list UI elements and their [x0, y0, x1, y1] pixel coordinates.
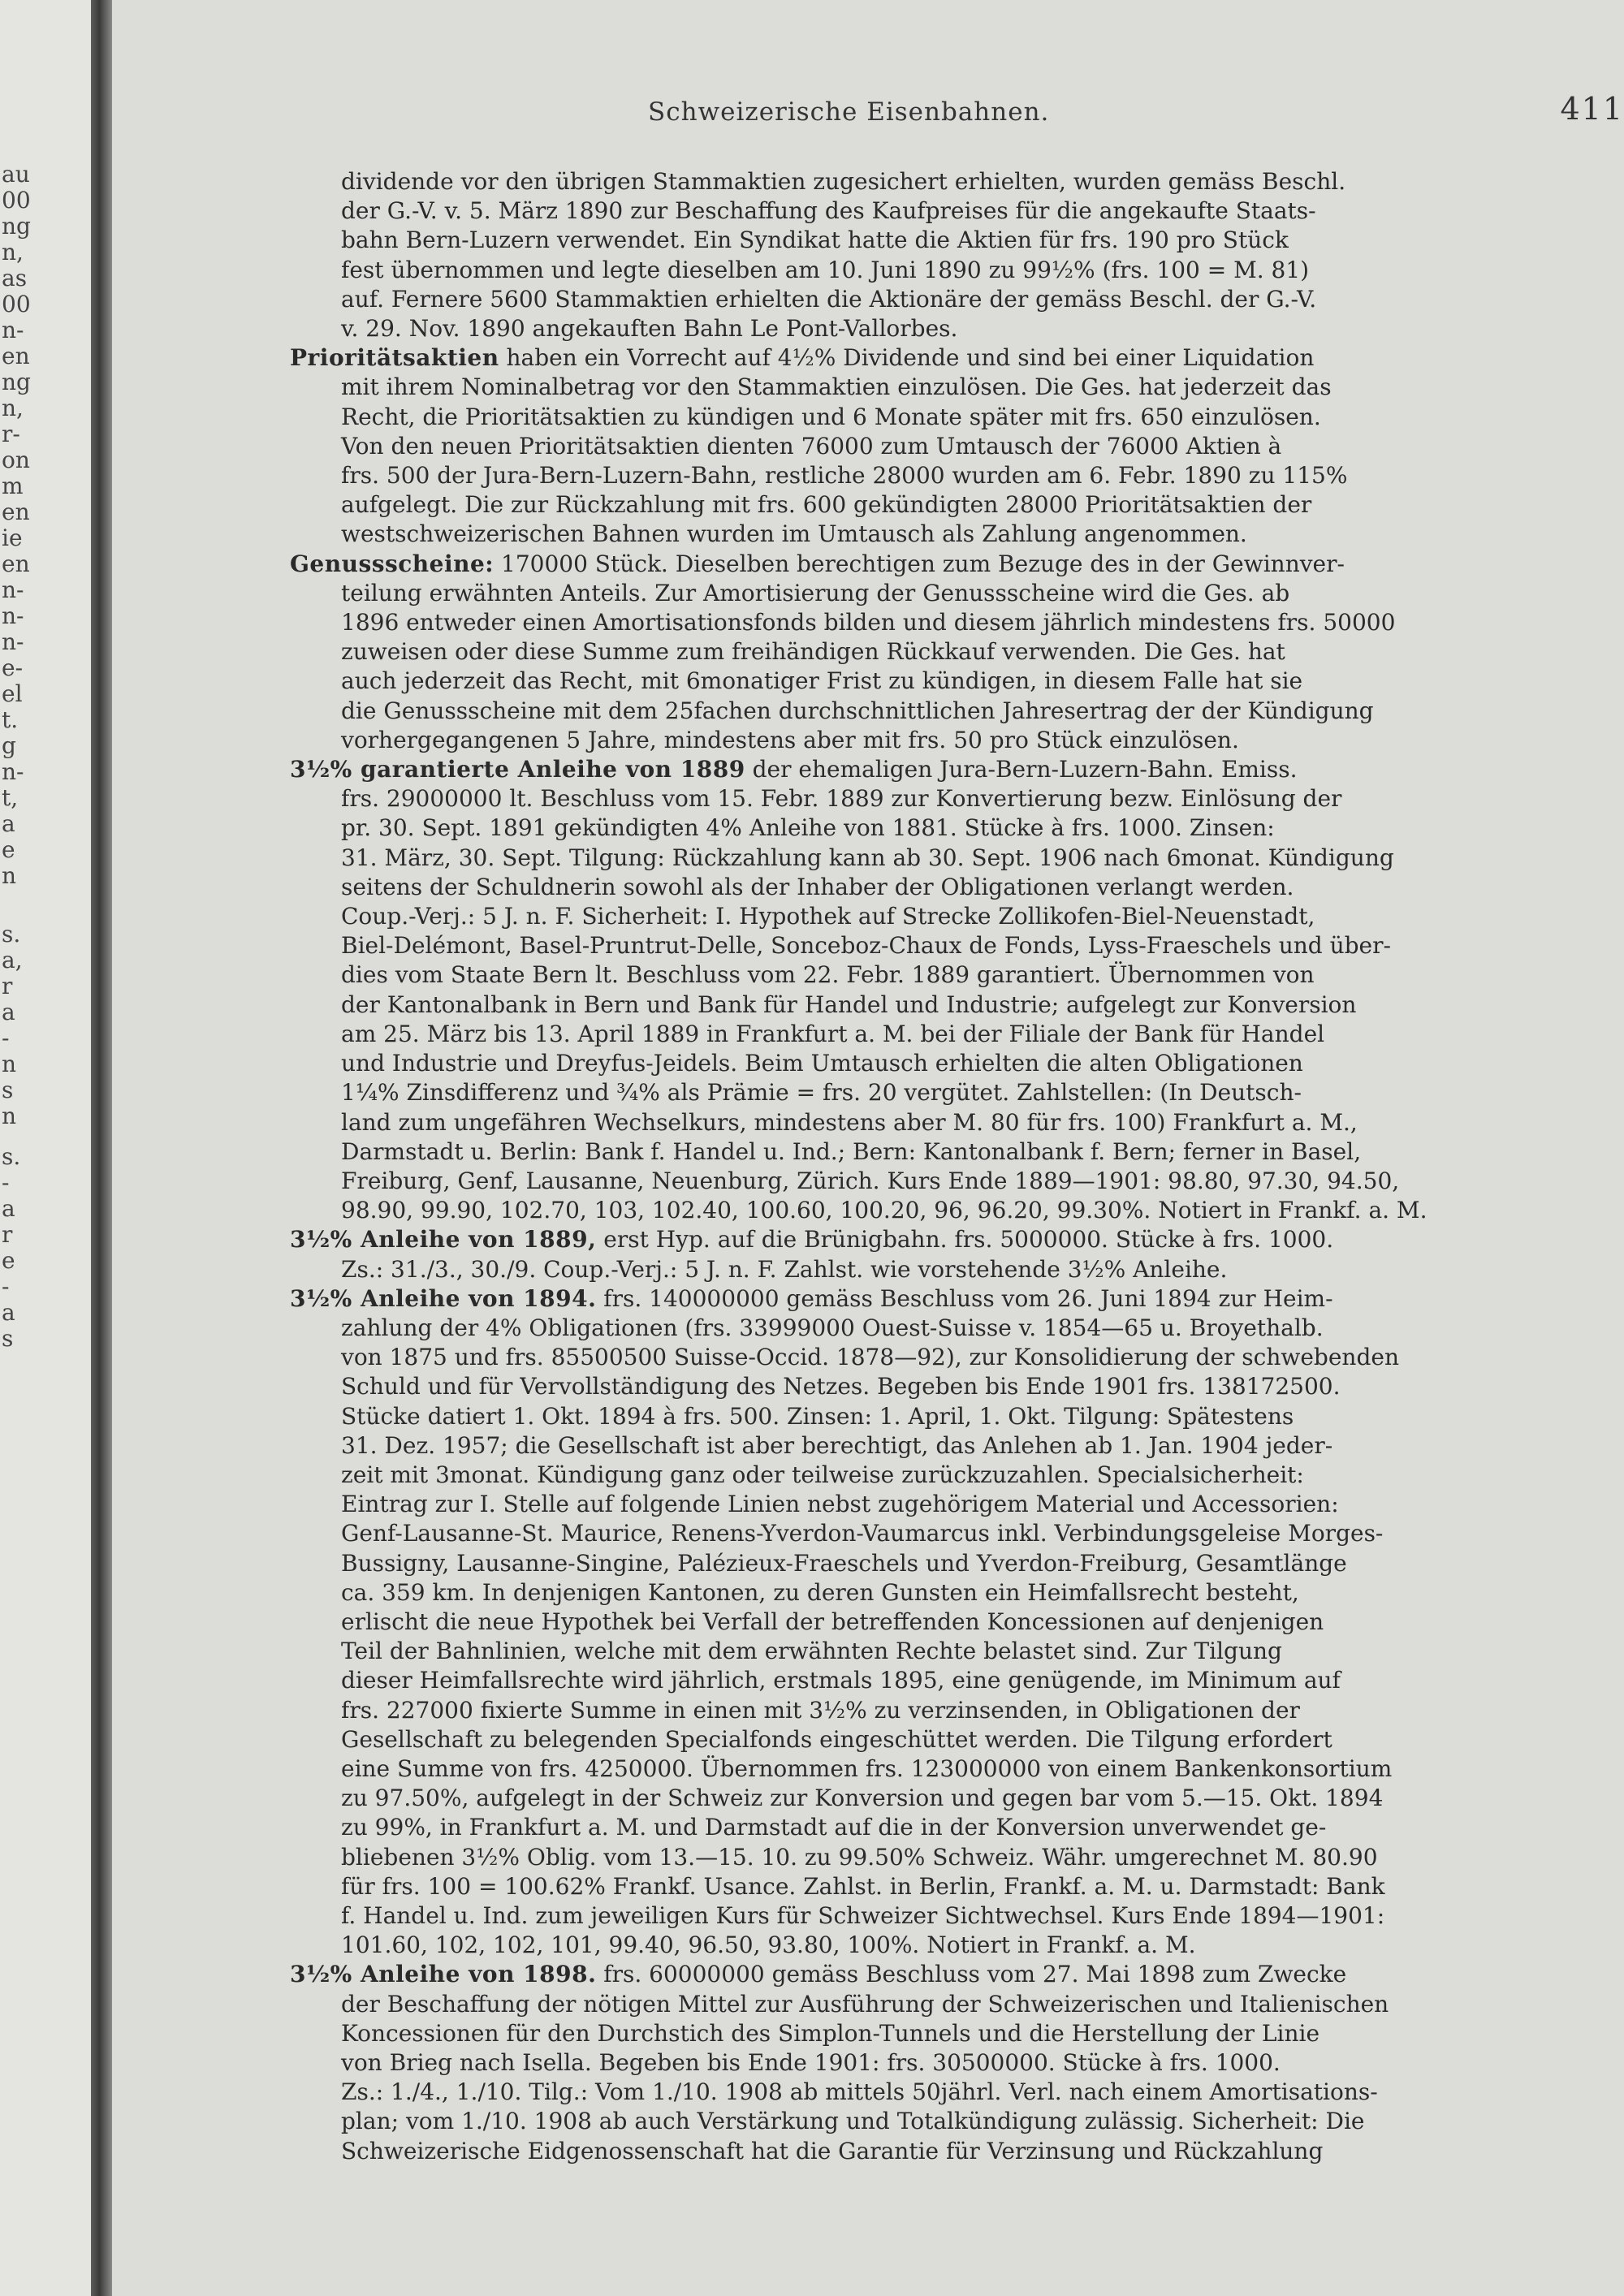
text-line: zuweisen oder diese Summe zum freihändigen Rückkauf verwenden. Die Ges. hat: [341, 638, 1285, 666]
left-page-fragment: ng: [2, 213, 31, 240]
running-head: Schweizerische Eisenbahnen.: [648, 97, 1050, 127]
text-line: bliebenen 3½% Oblig. vom 13.—15. 10. zu 99.50% Schweiz. Währ. umgerechnet M. 80.90: [341, 1843, 1378, 1871]
left-page-fragment: s.: [2, 921, 21, 947]
text-line: von 1875 und frs. 85500500 Suisse-Occid. 1878—92), zur Konsolidierung der schwebenden: [341, 1344, 1399, 1371]
entry-heading: 3½% Anleihe von 1889,: [290, 1226, 597, 1254]
text-line: [237, 1225, 1624, 1254]
paragraph-p7: [237, 1960, 1624, 2165]
text-line: teilung erwähnten Anteils. Zur Amortisierung der Genussscheine wird die Ges. ab: [341, 579, 1290, 606]
left-page-fragment: n-: [2, 317, 24, 343]
text-line: Genf-Lausanne-St. Maurice, Renens-Yverdon-Vaumarcus inkl. Verbindungsgeleise Morges-: [341, 1520, 1384, 1547]
line-text: der ehemaligen Jura-Bern-Luzern-Bahn. Emiss.: [745, 756, 1298, 783]
text-line: Biel-Delémont, Basel-Pruntrut-Delle, Sonceboz-Chaux de Fonds, Lyss-Fraeschels und über-: [341, 932, 1391, 960]
text-line: Von den neuen Prioritätsaktien dienten 76000 zum Umtausch der 76000 Aktien à: [341, 432, 1282, 460]
left-page-fragment: en: [2, 550, 30, 577]
text-line: fest übernommen und legte dieselben am 10. Juni 1890 zu 99½% (frs. 100 = M. 81): [341, 256, 1310, 283]
entry-heading: Genussscheine:: [290, 550, 495, 577]
text-line: zu 97.50%, aufgelegt in der Schweiz zur Konversion und gegen bar vom 5.—15. Okt. 1894: [341, 1785, 1384, 1812]
left-page-fragment: ng: [2, 369, 31, 395]
text-line: Freiburg, Genf, Lausanne, Neuenburg, Zürich. Kurs Ende 1889—1901: 98.80, 97.30, 94.50,: [341, 1167, 1400, 1194]
page-header: [112, 91, 1624, 132]
text-line: auf. Fernere 5600 Stammaktien erhielten die Aktionäre der gemäss Beschl. der G.-V.: [341, 285, 1317, 313]
left-page-fragment: as: [2, 265, 28, 291]
text-line: Coup.-Verj.: 5 J. n. F. Sicherheit: I. Hypothek auf Strecke Zollikofen-Biel-Neuenstadt,: [341, 903, 1315, 930]
text-line: 31. März, 30. Sept. Tilgung: Rückzahlung kann ab 30. Sept. 1906 nach 6monat. Kündigung: [341, 844, 1394, 871]
left-page-fragment: ie: [2, 524, 23, 551]
left-page-fragment: a,: [2, 947, 23, 973]
text-line: zu 99%, in Frankfurt a. M. und Darmstadt auf die in der Konversion unverwendet ge-: [341, 1814, 1327, 1841]
left-page-fragment: t.: [2, 706, 19, 733]
entry-heading: 3½% garantierte Anleihe von 1889: [290, 756, 745, 783]
text-line: Recht, die Prioritätsaktien zu kündigen und 6 Monate später mit frs. 650 einzulösen.: [341, 403, 1321, 430]
text-line: Stücke datiert 1. Okt. 1894 à frs. 500. Zinsen: 1. April, 1. Okt. Tilgung: Spätestens: [341, 1402, 1294, 1430]
left-page-fragment: n-: [2, 602, 24, 629]
left-page-fragment: n: [2, 1103, 17, 1129]
left-page-fragment: en: [2, 343, 30, 369]
text-line: land zum ungefähren Wechselkurs, mindestens aber M. 80 für frs. 100) Frankfurt a. M.,: [341, 1108, 1358, 1136]
text-line: zeit mit 3monat. Kündigung ganz oder teilweise zurückzuzahlen. Specialsicherheit:: [341, 1461, 1304, 1488]
text-line: Darmstadt u. Berlin: Bank f. Handel u. Ind.; Bern: Kantonalbank f. Bern; ferner in Basel,: [341, 1137, 1362, 1165]
text-line: ca. 359 km. In denjenigen Kantonen, zu deren Gunsten ein Heimfallsrecht besteht,: [341, 1578, 1299, 1606]
text-line: [237, 755, 1624, 784]
left-page-fragment: on: [2, 447, 30, 473]
left-page-fragment: a: [2, 1195, 15, 1222]
left-page-fragment: s: [2, 1325, 14, 1352]
left-page-fragment: 00: [2, 291, 31, 317]
left-page-fragment: n: [2, 862, 17, 889]
paragraph-p1: [237, 167, 1624, 343]
text-line: Bussigny, Lausanne-Singine, Palézieux-Fraeschels und Yverdon-Freiburg, Gesamtlänge: [341, 1549, 1347, 1577]
text-line: westschweizerischen Bahnen wurden im Umtausch als Zahlung angenommen.: [341, 520, 1247, 548]
text-line: Teil der Bahnlinien, welche mit dem erwähnten Rechte belastet sind. Zur Tilgung: [341, 1638, 1282, 1665]
left-page-fragment: n: [2, 1051, 17, 1077]
line-text: 170000 Stück. Dieselben berechtigen zum Bezuge des in der Gewinnver-: [494, 550, 1345, 577]
paragraph-p6: [237, 1284, 1624, 1961]
text-line: 31. Dez. 1957; die Gesellschaft ist aber berechtigt, das Anlehen ab 1. Jan. 1904 jeder-: [341, 1431, 1333, 1459]
left-page-fragment: -: [2, 1169, 10, 1196]
left-page-fragment: n,: [2, 239, 24, 265]
text-line: [237, 343, 1624, 373]
left-page-fragment: g: [2, 732, 16, 759]
text-line: mit ihrem Nominalbetrag vor den Stammaktien einzulösen. Die Ges. hat jederzeit das: [341, 373, 1332, 401]
left-page-fragment: a: [2, 1299, 15, 1326]
text-line: erlischt die neue Hypothek bei Verfall der betreffenden Koncessionen auf denjenigen: [341, 1608, 1324, 1635]
left-page-fragment: a: [2, 999, 15, 1025]
text-line: Koncessionen für den Durchstich des Simplon-Tunnels und die Herstellung der Linie: [341, 2019, 1320, 2047]
text-line: Schweizerische Eidgenossenschaft hat die Garantie für Verzinsung und Rückzahlung: [341, 2137, 1324, 2164]
text-line: eine Summe von frs. 4250000. Übernommen frs. 123000000 von einem Bankenkonsortium: [341, 1754, 1393, 1782]
book-page: [112, 0, 1624, 2296]
left-page-fragment: au: [2, 161, 30, 188]
text-line: frs. 29000000 lt. Beschluss vom 15. Febr. 1889 zur Konvertierung bezw. Einlösung der: [341, 785, 1342, 813]
text-line: frs. 500 der Jura-Bern-Luzern-Bahn, restliche 28000 wurden am 6. Febr. 1890 zu 115%: [341, 462, 1348, 490]
text-line: der Beschaffung der nötigen Mittel zur Ausführung der Schweizerischen und Italienischen: [341, 1990, 1389, 2018]
line-text: haben ein Vorrecht auf 4½% Dividende und sind bei einer Liquidation: [499, 344, 1315, 372]
text-line: von Brieg nach Isella. Begeben bis Ende 1901: frs. 30500000. Stücke à frs. 1000.: [341, 2049, 1281, 2076]
text-line: 101.60, 102, 102, 101, 99.40, 96.50, 93.80, 100%. Notiert in Frankf. a. M.: [341, 1931, 1196, 1959]
text-line: 1¼% Zinsdifferenz und ¾% als Prämie = frs. 20 vergütet. Zahlstellen: (In Deutsch-: [341, 1079, 1302, 1107]
left-page-fragment: a: [2, 810, 15, 837]
text-line: Eintrag zur I. Stelle auf folgende Linien nebst zugehörigem Material und Accessorien:: [341, 1491, 1339, 1518]
text-line: f. Handel u. Ind. zum jeweiligen Kurs für Schweizer Sichtwechsel. Kurs Ende 1894—1901:: [341, 1901, 1385, 1929]
text-line: dividende vor den übrigen Stammaktien zugesichert erhielten, wurden gemäss Beschl.: [341, 168, 1346, 195]
text-line: dies vom Staate Bern lt. Beschluss vom 22. Febr. 1889 garantiert. Übernommen von: [341, 961, 1315, 989]
left-page-fragment: e: [2, 836, 15, 863]
entry-heading: 3½% Anleihe von 1894.: [290, 1284, 597, 1312]
text-line: die Genussscheine mit dem 25fachen durchschnittlichen Jahresertrag der der Kündigung: [341, 697, 1374, 724]
text-line: aufgelegt. Die zur Rückzahlung mit frs. 600 gekündigten 28000 Prioritätsaktien der: [341, 491, 1312, 519]
left-page-fragment: e: [2, 1247, 15, 1274]
text-line: v. 29. Nov. 1890 angekauften Bahn Le Pont-Vallorbes.: [341, 315, 958, 343]
text-line: [237, 1284, 1624, 1314]
left-page-fragment: n-: [2, 758, 24, 785]
text-line: für frs. 100 = 100.62% Frankf. Usance. Zahlst. in Berlin, Frankf. a. M. u. Darmstadt: Bank: [341, 1872, 1385, 1900]
page-number-wrap: [211, 91, 1624, 127]
left-page-fragment: m: [2, 473, 24, 499]
text-line: Zs.: 1./4., 1./10. Tilg.: Vom 1./10. 1908 ab mittels 50jährl. Verl. nach einem Amortisations-: [341, 2078, 1378, 2106]
adjacent-page-fragment: [0, 0, 91, 2296]
left-page-fragment: el: [2, 680, 23, 707]
text-line: der G.-V. v. 5. März 1890 zur Beschaffung des Kaufpreises für die angekaufte Staats-: [341, 197, 1316, 225]
paragraph-p5: [237, 1225, 1624, 1284]
text-line: bahn Bern-Luzern verwendet. Ein Syndikat hatte die Aktien für frs. 190 pro Stück: [341, 227, 1289, 254]
line-text: frs. 140000000 gemäss Beschluss vom 26. Juni 1894 zur Heim-: [596, 1284, 1333, 1312]
left-page-fragment: n-: [2, 628, 24, 655]
text-line: seitens der Schuldnerin sowohl als der Inhaber der Obligationen verlangt werden.: [341, 873, 1294, 900]
left-page-fragment: n,: [2, 395, 24, 421]
left-page-fragment: -: [2, 1273, 10, 1300]
text-line: am 25. März bis 13. April 1889 in Frankfurt a. M. bei der Filiale der Bank für Handel: [341, 1020, 1325, 1047]
paragraph-p2: [237, 343, 1624, 549]
line-text: erst Hyp. auf die Brünigbahn. frs. 5000000. Stücke à frs. 1000.: [596, 1226, 1334, 1254]
text-line: [237, 550, 1624, 579]
line-text: frs. 60000000 gemäss Beschluss vom 27. Mai 1898 zum Zwecke: [596, 1961, 1347, 1988]
page-number: 411: [1560, 91, 1624, 127]
text-line: pr. 30. Sept. 1891 gekündigten 4% Anleihe von 1881. Stücke à frs. 1000. Zinsen:: [341, 814, 1275, 842]
paragraph-p3: [237, 550, 1624, 755]
left-page-fragment: t,: [2, 784, 19, 811]
left-page-fragment: r-: [2, 421, 20, 447]
text-line: der Kantonalbank in Bern und Bank für Handel und Industrie; aufgelegt zur Konversion: [341, 990, 1357, 1018]
text-line: Schuld und für Vervollständigung des Netzes. Begeben bis Ende 1901 frs. 138172500.: [341, 1373, 1341, 1400]
left-page-fragment: 00: [2, 187, 31, 214]
text-line: [237, 1960, 1624, 1989]
paragraph-p4: [237, 755, 1624, 1225]
text-line: Zs.: 31./3., 30./9. Coup.-Verj.: 5 J. n. F. Zahlst. wie vorstehende 3½% Anleihe.: [341, 1255, 1228, 1283]
text-line: frs. 227000 fixierte Summe in einen mit 3½% zu verzinsenden, in Obligationen der: [341, 1696, 1300, 1724]
left-page-fragment: r: [2, 1221, 13, 1248]
left-page-fragment: -: [2, 1025, 10, 1051]
text-line: 98.90, 99.90, 102.70, 103, 102.40, 100.60, 100.20, 96, 96.20, 99.30%. Notiert in Frankf. a. M.: [341, 1197, 1427, 1224]
text-line: zahlung der 4% Obligationen (frs. 33999000 Ouest-Suisse v. 1854—65 u. Broyethalb.: [341, 1314, 1324, 1341]
text-line: auch jederzeit das Recht, mit 6monatiger Frist zu kündigen, in diesem Falle hat sie: [341, 667, 1303, 695]
left-page-fragment: e-: [2, 654, 24, 681]
text-line: 1896 entweder einen Amortisationsfonds bilden und diesem jährlich mindestens frs. 50000: [341, 609, 1396, 637]
book-gutter: [91, 0, 112, 2296]
text-line: Gesellschaft zu belegenden Specialfonds eingeschüttet werden. Die Tilgung erfordert: [341, 1725, 1332, 1753]
text-line: vorhergegangenen 5 Jahre, mindestens aber mit frs. 50 pro Stück einzulösen.: [341, 726, 1239, 753]
text-line: und Industrie und Dreyfus-Jeidels. Beim Umtausch erhielten die alten Obligationen: [341, 1050, 1303, 1077]
left-page-fragment: en: [2, 498, 30, 525]
left-page-fragment: n-: [2, 576, 24, 603]
text-line: dieser Heimfallsrechte wird jährlich, erstmals 1895, eine genügende, im Minimum auf: [341, 1667, 1341, 1694]
left-page-fragment: s: [2, 1077, 14, 1103]
left-page-fragment: s.: [2, 1143, 21, 1170]
text-line: plan; vom 1./10. 1908 ab auch Verstärkung und Totalkündigung zulässig. Sicherheit: Die: [341, 2108, 1365, 2135]
entry-heading: Prioritätsaktien: [290, 344, 499, 372]
body-text: [237, 167, 1624, 2166]
entry-heading: 3½% Anleihe von 1898.: [290, 1961, 597, 1988]
left-page-fragment: r: [2, 973, 13, 999]
